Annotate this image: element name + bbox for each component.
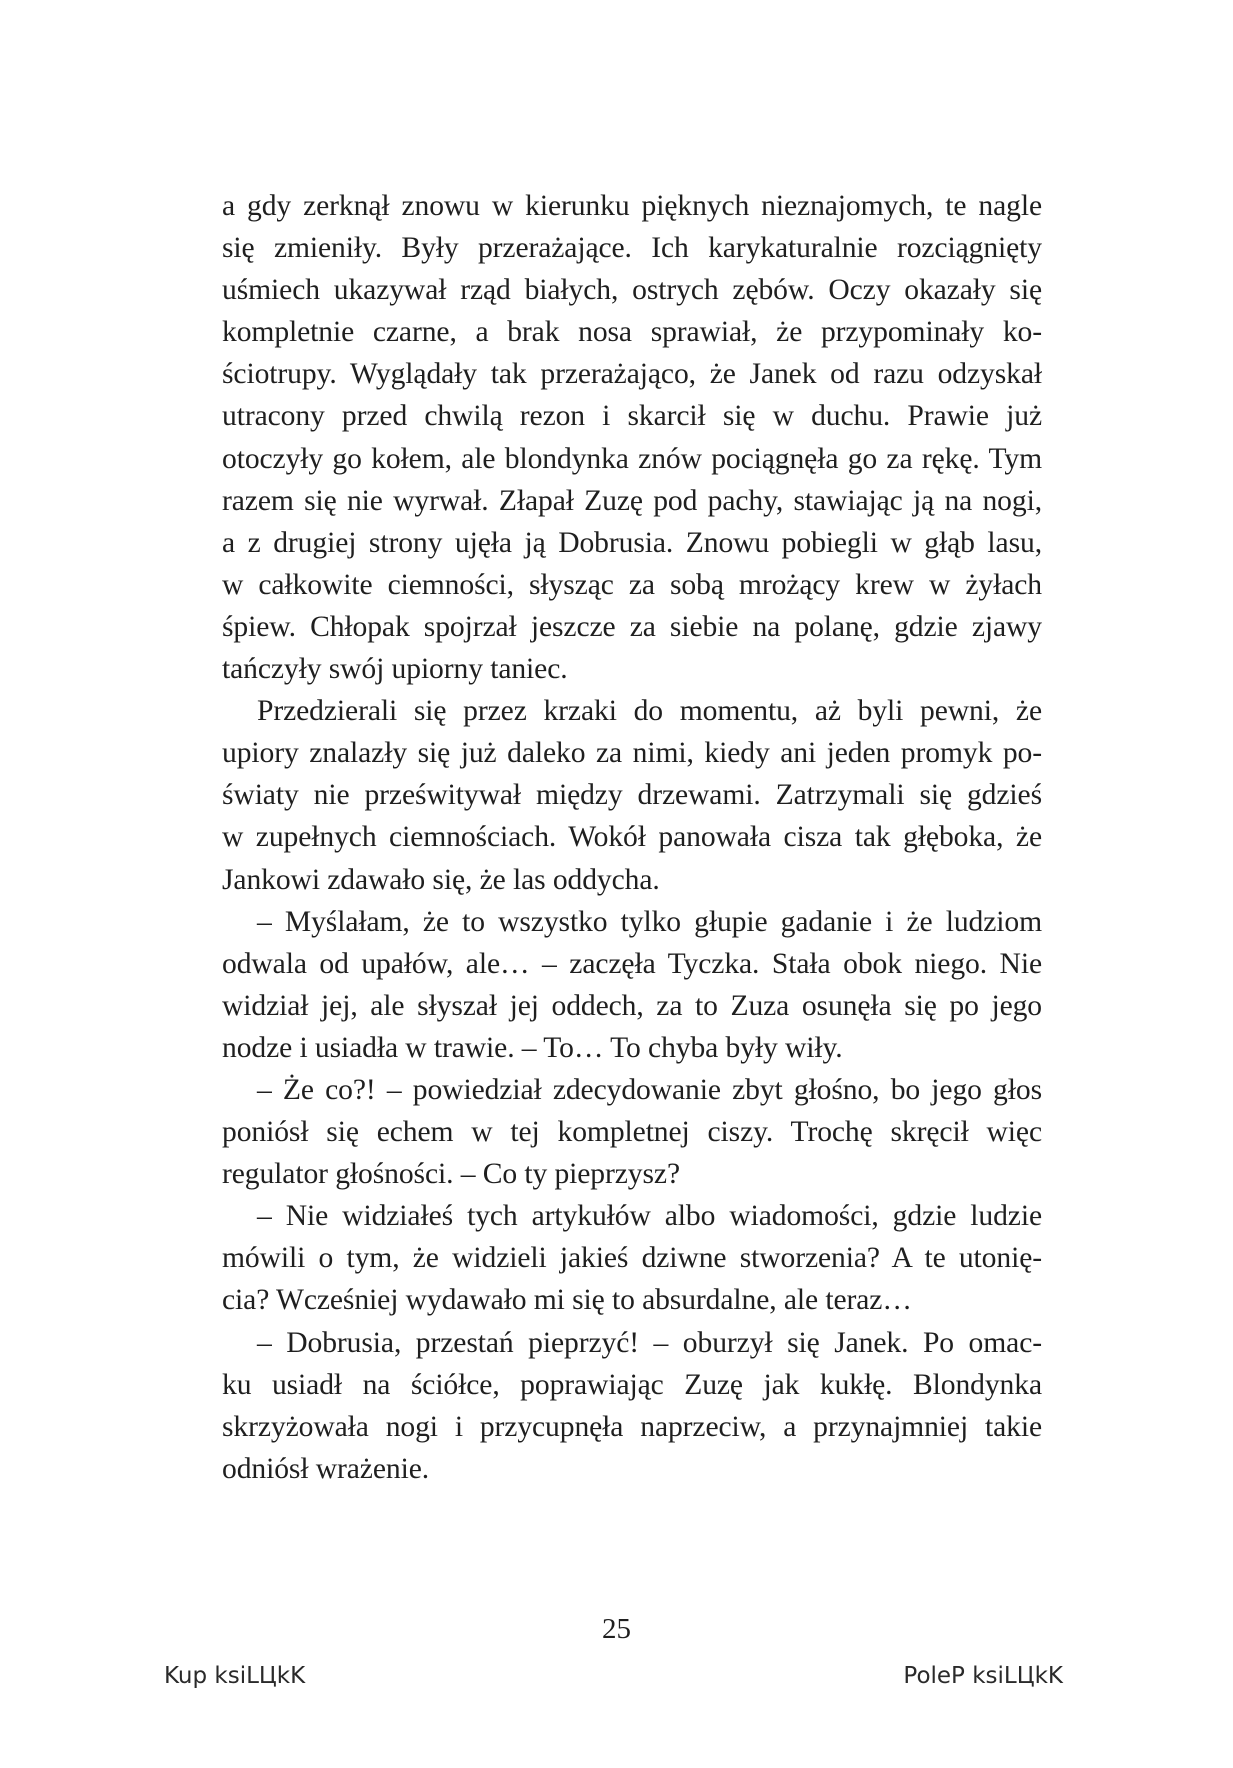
text-line: a gdy zerknął znowu w kierunku pięknych nieznajomych, te nagle — [222, 190, 1042, 222]
text-line: poniósł się echem w tej kompletnej ciszy. Trochę skręcił więc — [222, 1116, 1042, 1149]
text-line: Przedzierali się przez krzaki do momentu, aż byli pewni, że — [257, 695, 1042, 728]
recommend-book-link[interactable]: PoleP ksiLЦkK — [903, 1663, 1063, 1689]
text-line: cia? Wcześniej wydawało mi się to absurdalne, ale teraz… — [222, 1284, 912, 1317]
text-line: światy nie prześwitywał między drzewami. Zatrzymali się gdzieś — [222, 779, 1042, 812]
text-line: odwala od upałów, ale… – zaczęła Tyczka. Stała obok niego. Nie — [222, 947, 1042, 980]
text-line: ku usiadł na ściółce, poprawiając Zuzę jak kukłę. Blondynka — [222, 1368, 1042, 1401]
text-line: razem się nie wyrwał. Złapał Zuzę pod pachy, stawiając ją na nogi, — [222, 484, 1042, 517]
text-line: – Nie widziałeś tych artykułów albo wiadomości, gdzie ludzie — [257, 1200, 1042, 1233]
text-line: a z drugiej strony ujęła ją Dobrusia. Znowu pobiegli w głąb lasu, — [222, 526, 1042, 559]
text-line: tańczyły swój upiorny taniec. — [222, 653, 568, 686]
text-line: – Że co?! – powiedział zdecydowanie zbyt głośno, bo jego głos — [257, 1073, 1042, 1106]
text-line: widział jej, ale słyszał jej oddech, za to Zuza osunęła się po jego — [222, 989, 1042, 1022]
text-line: Jankowi zdawało się, że las oddycha. — [222, 863, 660, 896]
text-line: odniósł wrażenie. — [222, 1452, 430, 1485]
text-line: upiory znalazły się już daleko za nimi, kiedy ani jeden promyk po- — [222, 737, 1042, 770]
text-line: w zupełnych ciemnościach. Wokół panowała cisza tak głęboka, że — [222, 821, 1042, 854]
text-line: regulator głośności. – Co ty pieprzysz? — [222, 1158, 680, 1191]
text-line: mówili o tym, że widzieli jakieś dziwne stworzenia? A te utonię- — [222, 1242, 1042, 1275]
text-line: się zmieniły. Były przerażające. Ich karykaturalnie rozciągnięty — [222, 232, 1042, 265]
text-line: – Myślałam, że to wszystko tylko głupie gadanie i że ludziom — [257, 905, 1042, 938]
text-line: otoczyły go kołem, ale blondynka znów pociągnęła go za rękę. Tym — [222, 442, 1042, 475]
page-number: 25 — [602, 1613, 631, 1645]
text-line: uśmiech ukazywał rząd białych, ostrych zębów. Oczy okazały się — [222, 274, 1042, 307]
text-line: kompletnie czarne, a brak nosa sprawiał, że przypominały ko- — [222, 316, 1042, 349]
text-line: utracony przed chwilą rezon i skarcił się w duchu. Prawie już — [222, 400, 1042, 433]
text-line: śpiew. Chłopak spojrzał jeszcze za siebie na polanę, gdzie zjawy — [222, 610, 1042, 643]
book-page-text — [222, 185, 1042, 1490]
text-line: ściotrupy. Wyglądały tak przerażająco, że Janek od razu odzyskał — [222, 358, 1042, 391]
text-line: – Dobrusia, przestań pieprzyć! – oburzył się Janek. Po omac- — [257, 1326, 1042, 1359]
buy-book-link[interactable]: Kup ksiLЦkK — [164, 1663, 306, 1689]
text-line: w całkowite ciemności, słysząc za sobą mrożący krew w żyłach — [222, 568, 1042, 601]
text-line: nodze i usiadła w trawie. – To… To chyba były wiły. — [222, 1031, 843, 1064]
text-line: skrzyżowała nogi i przycupnęła naprzeciw, a przynajmniej takie — [222, 1410, 1042, 1443]
